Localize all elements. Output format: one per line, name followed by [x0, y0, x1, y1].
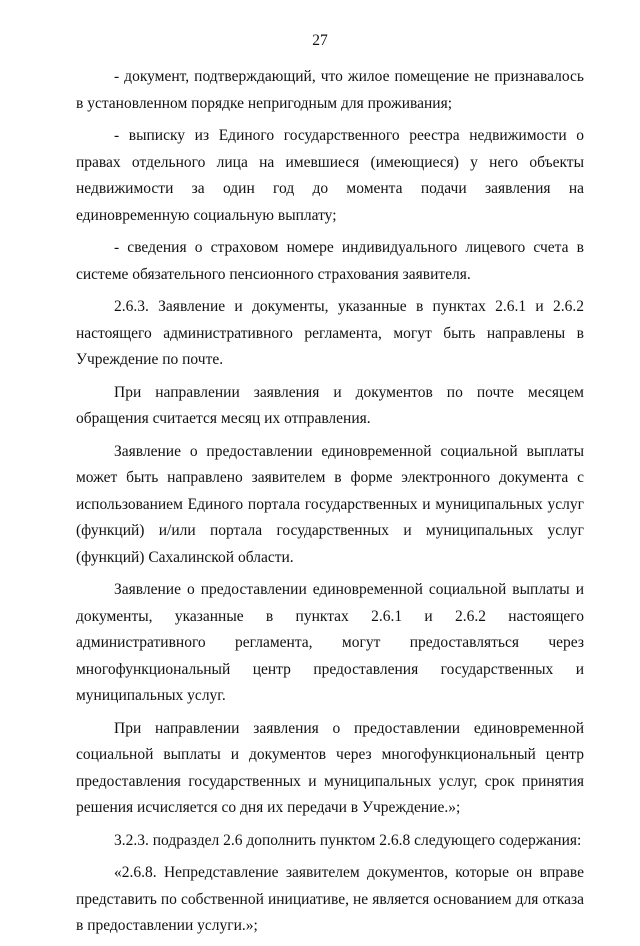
page-number: 27 — [312, 32, 328, 49]
paragraph-mfc-submission: Заявление о предоставлении единовременной социальной выплаты и документы, указанные в пунктах 2.6.1 и 2.6.2 настоящего административного регламента, могут предоставляться через многофункциональный центр предоставления государственных и муниципальных услуг. — [76, 581, 584, 704]
paragraph-3-2-3: 3.2.3. подраздел 2.6 дополнить пунктом 2.6.8 следующего содержания: — [114, 831, 582, 849]
paragraph-mail-date: При направлении заявления и документов по почте месяцем обращения считается месяц их отправления. — [76, 383, 584, 427]
paragraph-2-6-8: «2.6.8. Непредставление заявителем документов, которые он вправе представить по собственной инициативе, не является основанием для отказа в предоставлении услуги.»; — [76, 864, 584, 934]
paragraph-insurance-number: - сведения о страховом номере индивидуального лицевого счета в системе обязательного пенсионного страхования заявителя. — [76, 239, 584, 283]
paragraph-document-confirmation: - документ, подтверждающий, что жилое помещение не признавалось в установленном порядке непригодным для проживания; — [76, 68, 584, 112]
paragraph-2-6-3: 2.6.3. Заявление и документы, указанные в пунктах 2.6.1 и 2.6.2 настоящего административного регламента, могут быть направлены в Учреждение по почте. — [76, 298, 584, 368]
document-body — [76, 64, 584, 946]
paragraph-registry-extract: - выписку из Единого государственного реестра недвижимости о правах отдельного лица на имевшиеся (имеющиеся) у него объекты недвижимости за один год до момента подачи заявления на единовременную социальную выплату; — [76, 127, 584, 224]
paragraph-mfc-deadline: При направлении заявления о предоставлении единовременной социальной выплаты и документов через многофункциональный центр предоставления государственных и муниципальных услуг, срок принятия решения исчисляется со дня их передачи в Учреждение.»; — [76, 719, 584, 816]
paragraph-electronic-submission: Заявление о предоставлении единовременной социальной выплаты может быть направлено заявителем в форме электронного документа с использованием Единого портала государственных и муниципальных услуг (функций) и/или портала государственных и муниципальных услуг (функций) Сахалинской области. — [76, 442, 584, 566]
